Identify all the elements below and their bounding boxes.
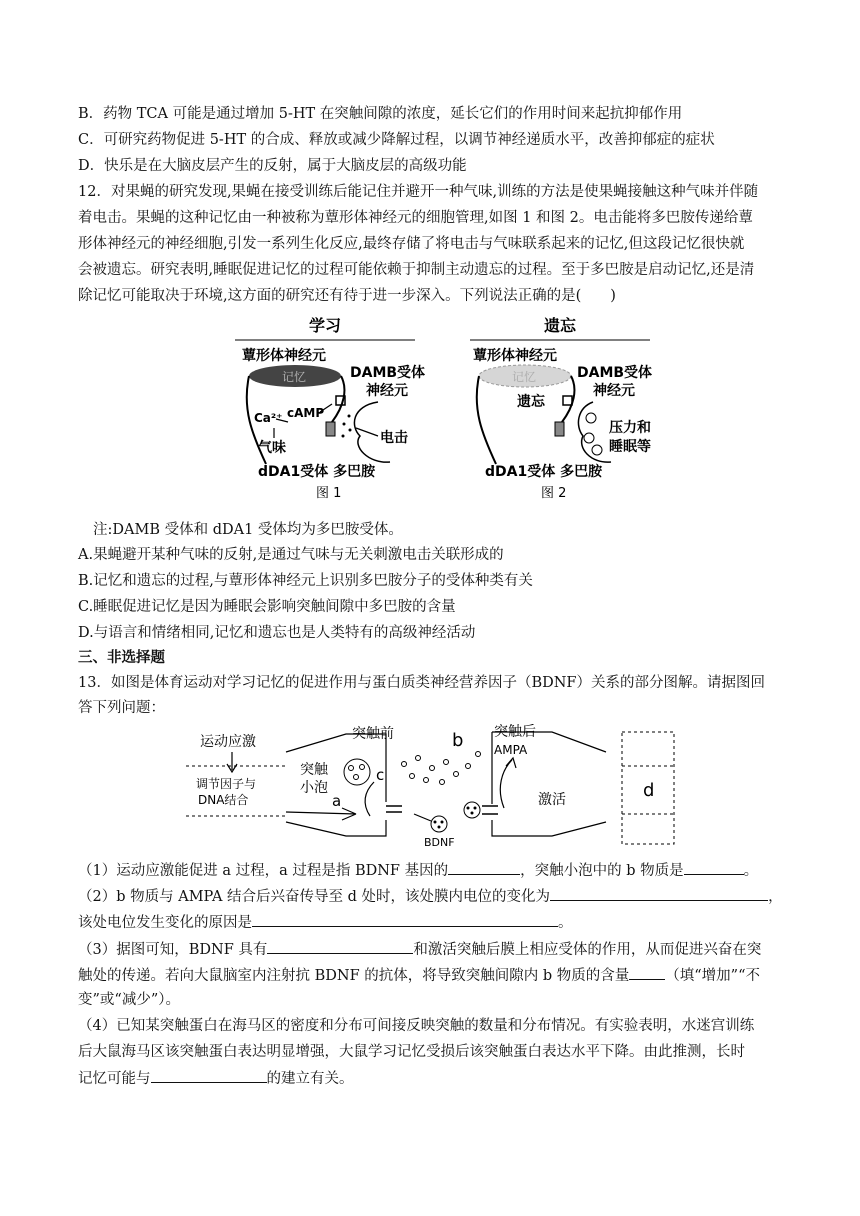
q11-option-d: D．快乐是在大脑皮层产生的反射，属于大脑皮层的高级功能 [78,158,467,174]
fig2-damb-receptor [563,396,572,405]
fig2-forget-label: 遗忘 [517,394,545,410]
fig2-presynaptic [578,402,611,462]
q13-stem: 13．如图是体育运动对学习记忆的促进作用与蛋白质类神经营养因子（BDNF）关系的部分图解。请据图回 [78,675,765,691]
answer-blank[interactable] [684,860,744,875]
fig2-stress-label: 压力和 [609,420,651,436]
q11-option-b: B．药物 TCA 可能是通过增加 5-HT 在突触间隙的浓度，延长它们的作用时间来起抗抑郁作用 [78,106,683,122]
q12-stem-line: 形体神经元的神经细胞,引发一系列生化反应,最终存储了将电击与气味联系起来的记忆,但这段记忆很快就 [78,236,745,252]
q13-part4: 后大鼠海马区该突触蛋白表达明显增强，大鼠学习记忆受损后该突触蛋白表达水平下降。由此推测，长时 [78,1044,745,1060]
section-heading: 三、非选择题 [78,649,165,666]
q12-note: 注:DAMB 受体和 dDA1 受体均为多巴胺受体。 [93,522,403,538]
fig1-title: 学习 [308,316,342,335]
fig1-ca-label: Ca²⁺ [254,411,283,425]
dopamine-dot [348,415,351,418]
fig1-shock-label: 电击 [380,430,408,446]
q13-part3-end: 变”或“减少”）。 [78,992,180,1008]
q12-stem-line: 着电击。果蝇的这种记忆由一种被称为蕈形体神经元的细胞管理,如图 1 和图 2。电击能将多巴胺传递给蕈 [78,210,753,226]
exercise-stress-label: 运动应激 [200,734,256,750]
answer-blank[interactable] [267,939,413,954]
q12-option-b: B.记忆和遗忘的过程,与蕈形体神经元上识别多巴胺分子的受体种类有关 [78,573,533,589]
q13-stem: 答下列问题： [78,700,165,716]
q13-diagram [186,724,680,852]
fig2-bottom-label: dDA1受体 多巴胺 [485,464,603,480]
presynaptic-label: 突触前 [352,726,394,742]
vesicle-label-1: 突触 [300,762,328,778]
answer-blank[interactable] [151,1068,267,1083]
vesicle-icon [584,433,594,443]
bdnf-vesicle [464,802,480,818]
vesicle-icon [592,445,602,455]
fig1-bottom-label: dDA1受体 多巴胺 [258,464,376,480]
dopamine-dot [349,429,352,432]
c-label: c [376,766,385,784]
synaptic-vesicle [344,759,370,785]
answer-blank[interactable] [629,965,665,980]
answer-blank[interactable] [448,860,520,875]
figure-2 [470,316,652,501]
bdnf-label: BDNF [424,836,455,849]
fig1-odor-label: 气味 [258,440,286,456]
q13-part4-end: 记忆可能与 的建立有关。 [78,1068,354,1089]
process-a-label: a [332,792,342,810]
q12-stem-line: 12．对果蝇的研究发现,果蝇在接受训练后能记住并避开一种气味,训练的方法是使果蝇接触这种气味并伴随 [78,184,759,200]
bdnf-vesicle [431,816,447,832]
fig2-stress-label2: 睡眠等 [609,439,651,455]
postsynaptic-label: 突触后 [494,724,536,740]
dopamine-dot [343,423,346,426]
activation-arrow [500,758,516,808]
activate-label: 激活 [538,792,566,808]
fig2-caption: 图 2 [541,486,567,501]
q11-option-c: C．可研究药物促进 5-HT 的合成、释放或减少降解过程，以调节神经递质水平，改善抑郁症的症状 [78,132,715,148]
fig1-memory-label: 记忆 [282,370,307,384]
fig2-damb-label2: 神经元 [593,383,635,399]
fig1-camp-label: cAMP [287,406,325,420]
fig1-dda1-receptor [326,422,335,436]
vesicle-icon [586,413,596,423]
fig2-memory-label: 记忆 [512,370,537,384]
d-label: d [643,780,655,801]
fig2-damb-label: DAMB受体 [577,365,653,381]
q13-part4: （4）已知某突触蛋白在海马区的密度和分布可间接反映突触的数量和分布情况。有实验表明，水迷宫训练 [78,1018,755,1034]
fig2-neuron-label: 蕈形体神经元 [473,348,557,364]
q12-stem-line: 会被遗忘。研究表明,睡眠促进记忆的过程可能依赖于抑制主动遗忘的过程。至于多巴胺是启动记忆,还是清 [78,262,755,278]
neurotransmitter-b-dots [402,752,481,785]
fig1-caption: 图 1 [316,486,342,501]
answer-blank[interactable] [252,912,558,927]
vesicle-label-2: 小泡 [300,780,328,796]
fig1-damb-label2: 神经元 [366,383,408,399]
fig2-dda1-receptor [555,422,564,436]
q13-part3-cont: 触处的传递。若向大鼠脑室内注射抗 BDNF 的抗体，将导致突触间隙内 b 物质的含量 （填“增加”“不 [78,965,760,986]
q12-stem-line: 除记忆可能取决于环境,这方面的研究还有待于进一步深入。下列说法正确的是( ) [78,288,616,304]
ampa-label: AMPA [494,743,528,757]
answer-blank[interactable] [550,886,768,901]
fig1-damb-label: DAMB受体 [350,365,426,381]
q12-figures [230,314,670,504]
fig1-neuron-label: 蕈形体神经元 [242,348,326,364]
fig2-neuron-body [477,376,575,464]
q13-part3: （3）据图可知，BDNF 具有 和激活突触后膜上相应受体的作用，从而促进兴奋在突 [78,939,761,960]
q13-part1: （1）运动应激能促进 a 过程，a 过程是指 BDNF 基因的 ，突触小泡中的 b 物质是 。 [78,860,758,881]
fig2-title: 遗忘 [543,316,577,335]
dopamine-dot [342,435,345,438]
regulator-label: 调节因子与 [196,777,257,791]
q13-part2: （2）b 物质与 AMPA 结合后兴奋传导至 d 处时，该处膜内电位的变化为 ， [78,886,783,907]
q12-option-c: C.睡眠促进记忆是因为睡眠会影响突触间隙中多巴胺的含量 [78,599,456,615]
substance-b-label: b [452,730,464,751]
q13-part2-cont: 该处电位发生变化的原因是 。 [78,912,573,933]
dna-binding-label: DNA结合 [198,793,249,807]
figure-1 [235,316,425,501]
q12-option-d: D.与语言和情绪相同,记忆和遗忘也是人类特有的高级神经活动 [78,625,476,641]
q12-option-a: A.果蝇避开某种气味的反射,是通过气味与无关刺激电击关联形成的 [78,547,504,563]
arrow-a [286,808,356,820]
